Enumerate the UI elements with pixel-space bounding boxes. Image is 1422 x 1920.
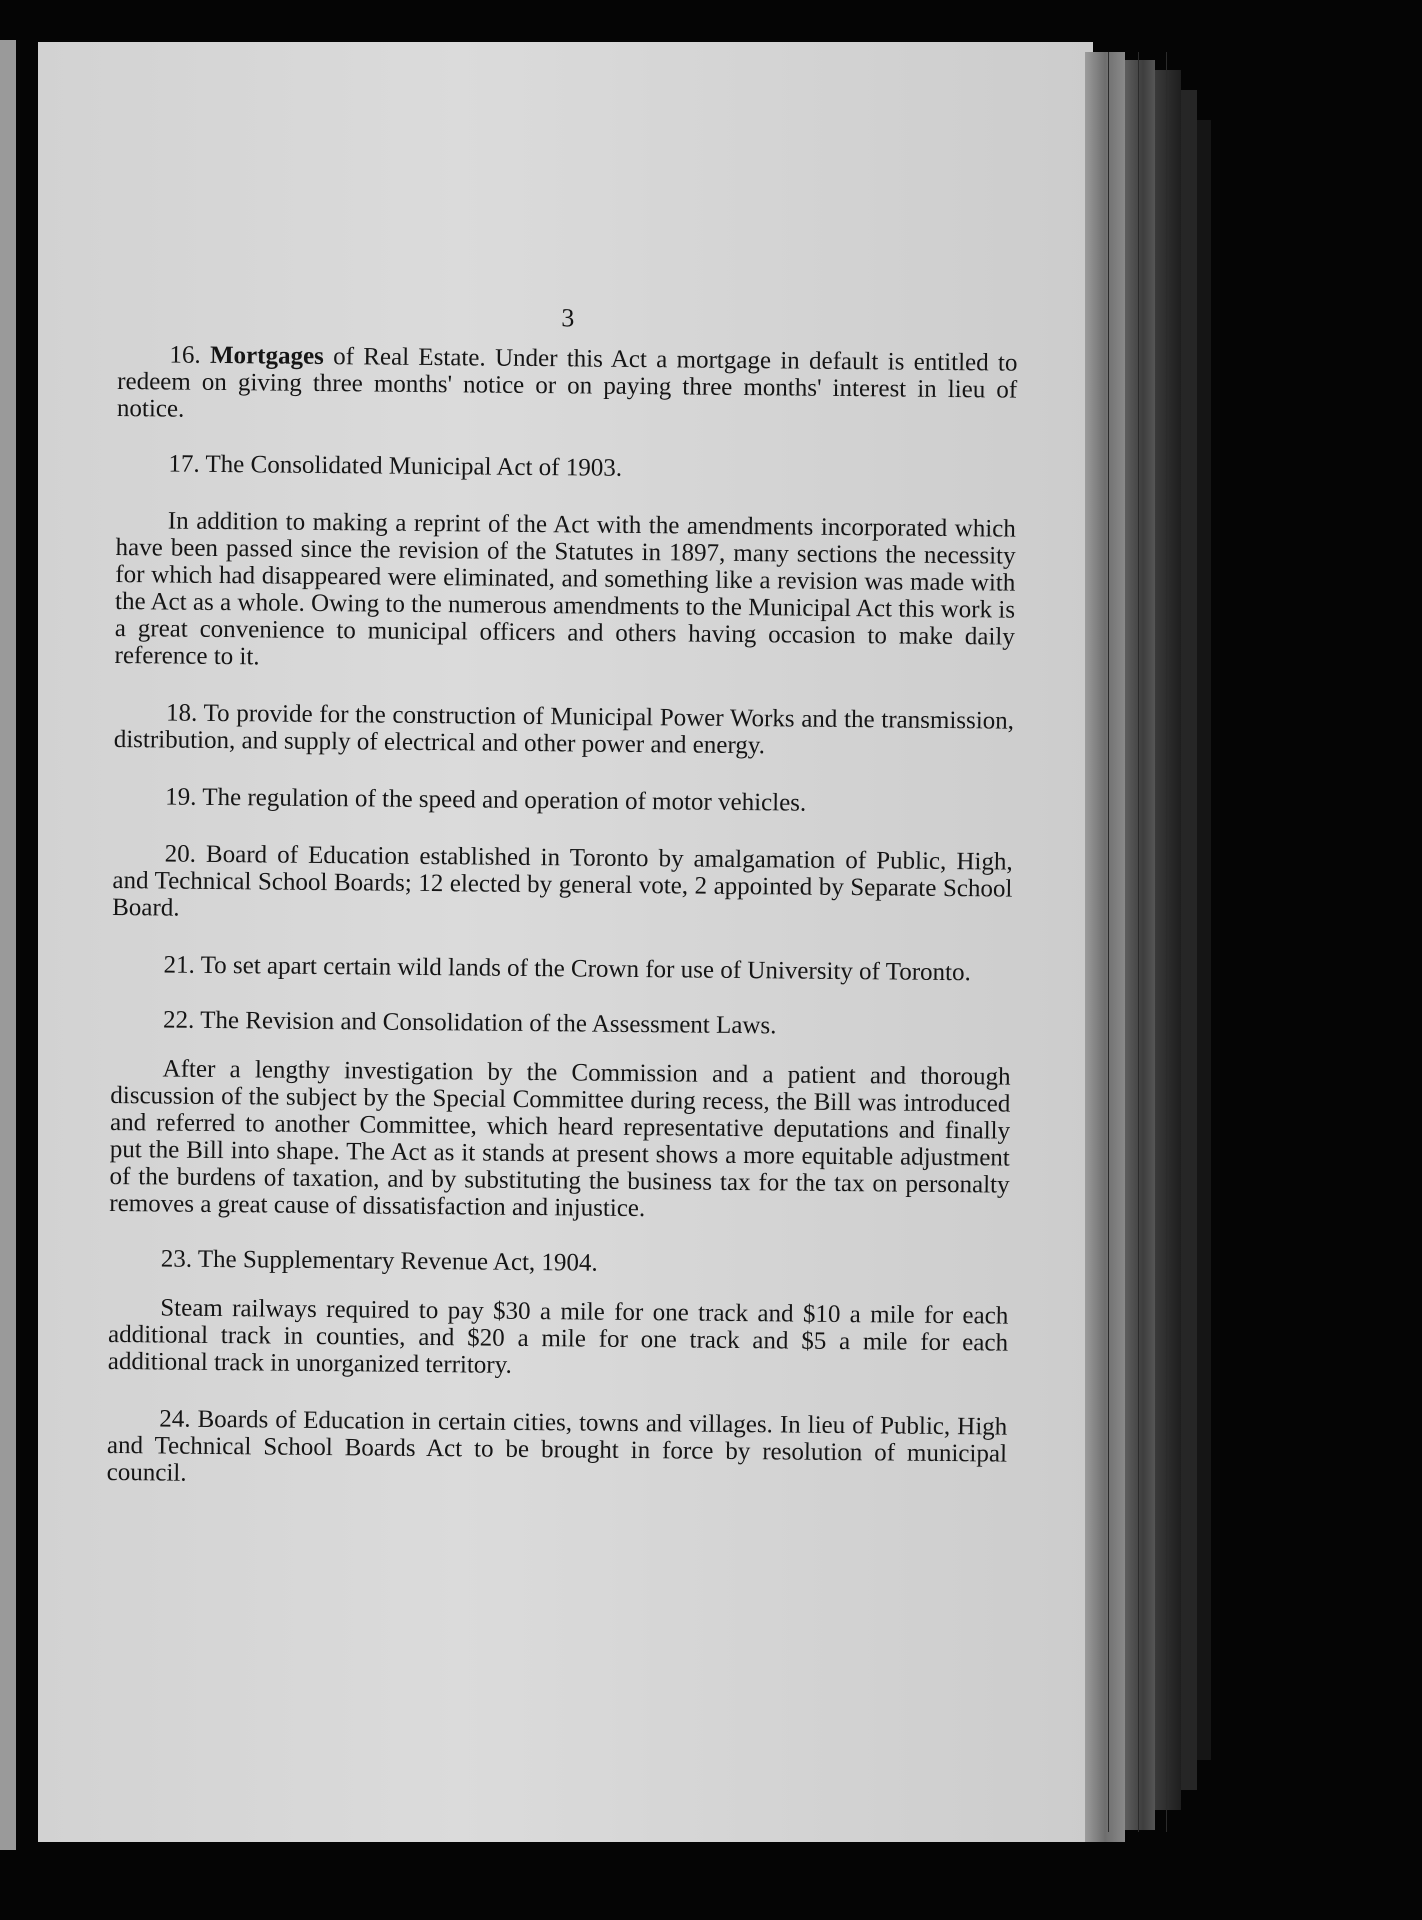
page-number: 3 [561, 303, 575, 333]
section-22-heading: 22. The Revision and Consolidation of the Assessment Laws. [162, 1006, 777, 1040]
section-17-body: In addition to making a reprint of the Act with the amendments incorporated which have been passed since the revision of the Statutes in 1897, many sections the necessity for which had disappeared were eliminated, and something like a revision was made with the Act as a whole. Owing to the numerous amendments to the Municipal Act this work is a great convenience to municipal officers and others having occasion to make daily reference to it. [114, 507, 1016, 671]
section-23-heading: 23. The Supplementary Revenue Act, 1904. [160, 1245, 598, 1277]
page-text [107, 300, 1018, 1495]
page-edge-line [1108, 52, 1109, 1832]
stacked-pages-edge [1155, 70, 1181, 1810]
section-19: 19. The regulation of the speed and operation of motor vehicles. [165, 783, 807, 817]
section-20: 20. Board of Education established in Toronto by amalgamation of Public, High, and Technical School Boards; 12 elected by general vote, 2 appointed by Separate School Board. [112, 840, 1013, 922]
section-23-body: Steam railways required to pay $30 a mile for one track and $10 a mile for each additional track in counties, and $20 a mile for one track and $5 a mile for each additional track in unorganized territory. [107, 1294, 1009, 1379]
section-21: 21. To set apart certain wild lands of the Crown for use of University of Toronto. [163, 951, 971, 987]
page-edge-line [1138, 52, 1139, 1832]
section-24: 24. Boards of Education in certain cities, towns and villages. In lieu of Public, High and Technical School Boards Act to be brought in force by resolution of municipal council. [106, 1405, 1008, 1487]
section-16: 16. Mortgages of Real Estate. Under this Act a mortgage in default is entitled to redeem on giving three months' notice or on paying three months' interest in lieu of notice. [116, 341, 1018, 423]
stacked-pages-edge [1125, 60, 1155, 1830]
stacked-pages-edge [1181, 90, 1197, 1790]
stacked-pages-edge [1085, 52, 1125, 1842]
section-18: 18. To provide for the construction of Municipal Power Works and the transmission, distribution, and supply of electrical and other power and energy. [113, 699, 1015, 760]
section-22-body: After a lengthy investigation by the Commission and a patient and thorough discussion of the subject by the Special Committee during recess, the Bill was introduced and referred to another Committee, which heard representative deputations and finally put the Bill into shape. The Act as it stands at present shows a more equitable adjustment of the burdens of taxation, and by substituting the business tax for the tax on personalty removes a great cause of dissatisfaction and injustice. [109, 1055, 1011, 1223]
left-page-edge [0, 40, 16, 1850]
page-edge-line [1166, 52, 1167, 1832]
section-17-heading: 17. The Consolidated Municipal Act of 1903. [168, 450, 623, 482]
stacked-pages-edge [1197, 120, 1211, 1760]
